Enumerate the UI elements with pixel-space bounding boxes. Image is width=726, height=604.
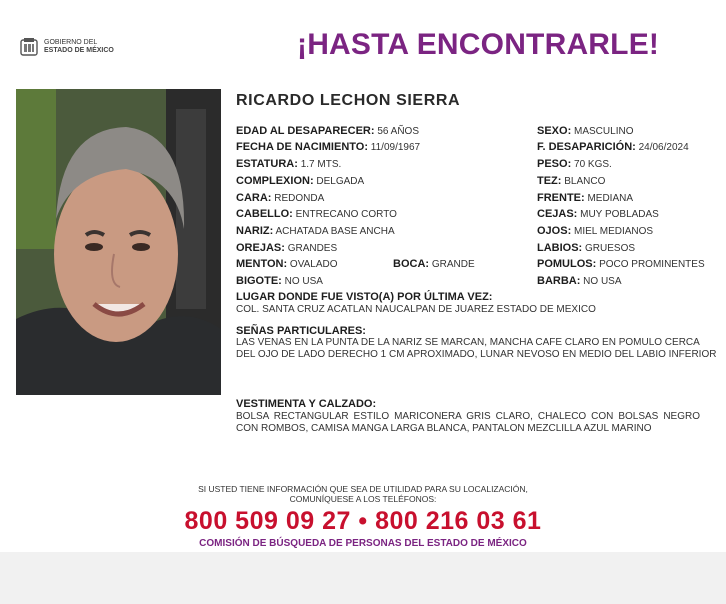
field-orejas: OREJAS: GRANDES bbox=[236, 242, 338, 254]
last-seen-title: LUGAR DONDE FUE VISTO(A) POR ÚLTIMA VEZ: bbox=[236, 291, 493, 303]
person-name: RICARDO LECHON SIERRA bbox=[236, 92, 461, 109]
field-cejas: CEJAS: MUY POBLADAS bbox=[537, 208, 659, 220]
field-cara: CARA: REDONDA bbox=[236, 192, 325, 204]
field-nariz: NARIZ: ACHATADA BASE ANCHA bbox=[236, 225, 395, 237]
clothing-title: VESTIMENTA Y CALZADO: bbox=[236, 398, 377, 410]
field-menton: MENTON: OVALADO bbox=[236, 258, 338, 270]
person-photo bbox=[16, 89, 221, 395]
clothing-text: BOLSA RECTANGULAR ESTILO MARICONERA GRIS CLARO, CHALECO CON BOLSAS NEGRO CON ROMBOS, CAMISA MANGA LARGA BLANCA, PANTALON MEZCLILLA AZUL MARINO bbox=[236, 411, 700, 434]
contact-info bbox=[0, 484, 726, 504]
gov-line2: ESTADO DE MÉXICO bbox=[44, 47, 114, 54]
field-barba: BARBA: NO USA bbox=[537, 275, 622, 287]
bottom-band bbox=[0, 552, 726, 604]
field-nacimiento: FECHA DE NACIMIENTO: 11/09/1967 bbox=[236, 141, 421, 153]
government-logo bbox=[18, 36, 114, 58]
field-sexo: SEXO: MASCULINO bbox=[537, 125, 634, 137]
field-bigote: BIGOTE: NO USA bbox=[236, 275, 323, 287]
marks-text: LAS VENAS EN LA PUNTA DE LA NARIZ SE MARCAN, MANCHA CAFE CLARO EN POMULO CERCA DEL OJO DE LADO DERECHO 1 CM APROXIMADO, LUNAR NEVOSO EN MEDIO DEL LABIO INFERIOR bbox=[236, 337, 717, 360]
phone-1[interactable]: 800 509 09 27 bbox=[184, 507, 351, 535]
field-edad: EDAD AL DESAPARECER: 56 AÑOS bbox=[236, 125, 420, 137]
field-estatura: ESTATURA: 1.7 MTS. bbox=[236, 158, 342, 170]
state-seal-icon bbox=[18, 36, 40, 58]
field-frente: FRENTE: MEDIANA bbox=[537, 192, 634, 204]
info-line2: COMUNÍQUESE A LOS TELÉFONOS: bbox=[289, 494, 437, 504]
gov-line1: GOBIERNO DEL bbox=[44, 39, 98, 46]
field-boca: BOCA: GRANDE bbox=[393, 258, 475, 270]
last-seen-text: COL. SANTA CRUZ ACATLAN NAUCALPAN DE JUAREZ ESTADO DE MEXICO bbox=[236, 304, 596, 315]
field-labios: LABIOS: GRUESOS bbox=[537, 242, 636, 254]
phone-numbers bbox=[0, 507, 726, 536]
field-pomulos: POMULOS: POCO PROMINENTES bbox=[537, 258, 705, 270]
headline: ¡HASTA ENCONTRARLE! bbox=[297, 28, 660, 61]
field-desaparicion: F. DESAPARICIÓN: 24/06/2024 bbox=[537, 141, 689, 153]
field-cabello: CABELLO: ENTRECANO CORTO bbox=[236, 208, 397, 220]
phone-2[interactable]: 800 216 03 61 bbox=[375, 507, 542, 535]
commission-name: COMISIÓN DE BÚSQUEDA DE PERSONAS DEL ESTADO DE MÉXICO bbox=[199, 538, 527, 549]
field-ojos: OJOS: MIEL MEDIANOS bbox=[537, 225, 654, 237]
field-complexion: COMPLEXION: DELGADA bbox=[236, 175, 365, 187]
info-line1: SI USTED TIENE INFORMACIÓN QUE SEA DE UTILIDAD PARA SU LOCALIZACIÓN, bbox=[198, 484, 528, 494]
field-tez: TEZ: BLANCO bbox=[537, 175, 606, 187]
field-peso: PESO: 70 KGS. bbox=[537, 158, 612, 170]
phone-separator: • bbox=[358, 507, 368, 535]
marks-title: SEÑAS PARTICULARES: bbox=[236, 325, 366, 337]
